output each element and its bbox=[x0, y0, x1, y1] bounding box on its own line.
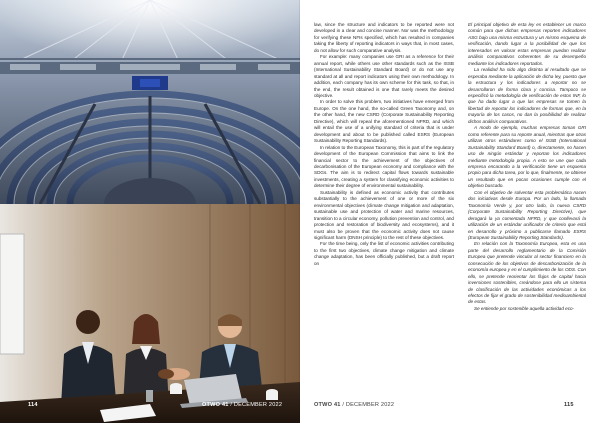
spanish-paragraph-2: La realidad ha sido algo distinta al resultado que se esperaba mediante la aplicación de dicha ley, puesto que la estructura y los indicadores a reportar no se desarrollaron de forma clara y concisa. Tampoco se especificó la metodología de verificación de estos INF, lo que ha dado lugar a que las empresas se tomen la libertad de reportar los indicadores de formas que, en la mayoría de los casos, no dan la posibilidad de realizar dichos análisis comparativos. bbox=[468, 67, 586, 124]
spanish-paragraph-3: A modo de ejemplo, muchas empresas toman GRI como referente para su reporte anual, mientras que otras utilizan otros estándares como el ISSB (International Sustainability Standard Board) o, directamente, no hacen uso de ningún estándar y reportan los indicadores mediante metodología propia. A esto se une que cada empresa encarando a la verificación tiene un esquema propio para dicha tarea, por lo que, finalmente, se obtiene un resultado que en pocas ocasiones cumple con el objetivo buscado. bbox=[468, 125, 586, 189]
english-paragraph-5: Sustainability is defined as economic activity that contributes substantially to the achievement of one or more of the six environmental objectives (climate change mitigation and adaptation, sustainable use and protection of water and marine resources, transition to a circular economy, pollution prevention and control, and protection and restoration of biodiversity and ecosystems), and it must also be proven that the economic activity does not cause significant harm (DNSH principle) to the rest of these objectives. bbox=[314, 189, 454, 240]
left-publication-name bbox=[202, 402, 282, 408]
spanish-paragraph-5: En relación con la Taxonomía Europea, esta es una parte del desarrollo reglamentario de la Comisión Europea que pretende vincular al sector financiero en la consecución de los objetivos de descarbonización de la economía europea y en el cumplimiento de los ODS. Con ello, se pretende reorientar los flujos de capital hacia inversiones sostenibles, creándose para ello un sistema de clasificación de las actividades económicas a los efectos de fijar el grado de sostenibilidad medioambiental de estas. bbox=[468, 241, 586, 305]
left-page-number: 114 bbox=[28, 402, 38, 408]
spanish-paragraph-6: Se entiende por sostenible aquella actividad eco- bbox=[474, 305, 575, 311]
left-page-footer bbox=[0, 402, 300, 416]
left-issue-date: / DECEMBER 2022 bbox=[230, 402, 283, 408]
english-paragraph-1: law, since the structure and indicators to be reported were not developed in a clear and concise manner. Nor was the methodology for verifying these NFIs specified, which has resulted in companies taking the liberty of reporting indicators in ways that, in most cases, do not allow for such comparative analysis. bbox=[314, 22, 454, 53]
right-magazine-title: OTWO 41 bbox=[314, 402, 341, 408]
spanish-text-column bbox=[468, 22, 586, 397]
english-paragraph-3: In order to solve this problem, two initiatives have emerged from Europe. On the one hand, the so-called Green Taxonomy and, on the other hand, the new CSRD (Corporate Sustainability Reporting Directive), which will repeal the aforementioned NFRD, and which will entail the use of a unifying standard of criteria that is under development and about to be published called ESRS (European Sustainability Reporting Standards). bbox=[314, 99, 454, 144]
english-text-column bbox=[314, 22, 454, 397]
right-publication-name bbox=[314, 402, 394, 408]
english-paragraph-2: For example: many companies use GRI as a reference for their annual report, while others use other standards such as the ISSB (International Sustainability Standard Board) or do not use any standard at all and report indicators using their own methodology. In addition, each company has its own scheme for this task, so that, in the end, the result obtained is one that rarely meets the desired objective. bbox=[314, 54, 454, 98]
left-magazine-title: OTWO 41 bbox=[202, 402, 229, 408]
parliament-photo bbox=[0, 0, 300, 204]
business-meeting-photo bbox=[0, 204, 300, 423]
spanish-paragraph-4: Con el objetivo de solventar esta problemática nacen dos iniciativas desde Europa. Por un lado, la llamada Taxonomía Verde y, por otro lado, la nueva CSRD (Corporate Sustainability Reporting Directive), que derogará la ya comentada NFRD, y que conllevará la utilización de un estándar unificador de criterio que está en desarrollo y próximo a publicarse llamado ESRS (European Sustainability Reporting Standards). bbox=[468, 189, 586, 240]
right-page-footer bbox=[300, 402, 600, 416]
english-paragraph-6: For the time being, only the list of economic activities contributing to the first two objectives, climate change mitigation and climate change adaptation, has been officially published, but a draft report on bbox=[314, 241, 454, 266]
spanish-paragraph-1: El principal objetivo de esta ley es establecer un marco común para que dichas empresas reporten indicadores ASG bajo una misma estructura y un mismo esquema de verificación, dando lugar a la posibilidad de que los interesados en valorar estas empresas puedan realizar análisis comparativos coherentes de su desempeño mediante los indicadores reportados. bbox=[468, 22, 586, 66]
right-issue-date: / DECEMBER 2022 bbox=[342, 402, 395, 408]
right-page-number: 115 bbox=[564, 402, 574, 408]
english-paragraph-4: In relation to the European Taxonomy, this is part of the regulatory development of the European Commission that aims to link the financial sector to the achievement of the objectives of decarbonisation of the European economy and compliance with the SDGs. The aim is to redirect capital flows towards sustainable investments, creating a system for classifying economic activities to determine their degree of environmental sustainability. bbox=[314, 144, 454, 189]
